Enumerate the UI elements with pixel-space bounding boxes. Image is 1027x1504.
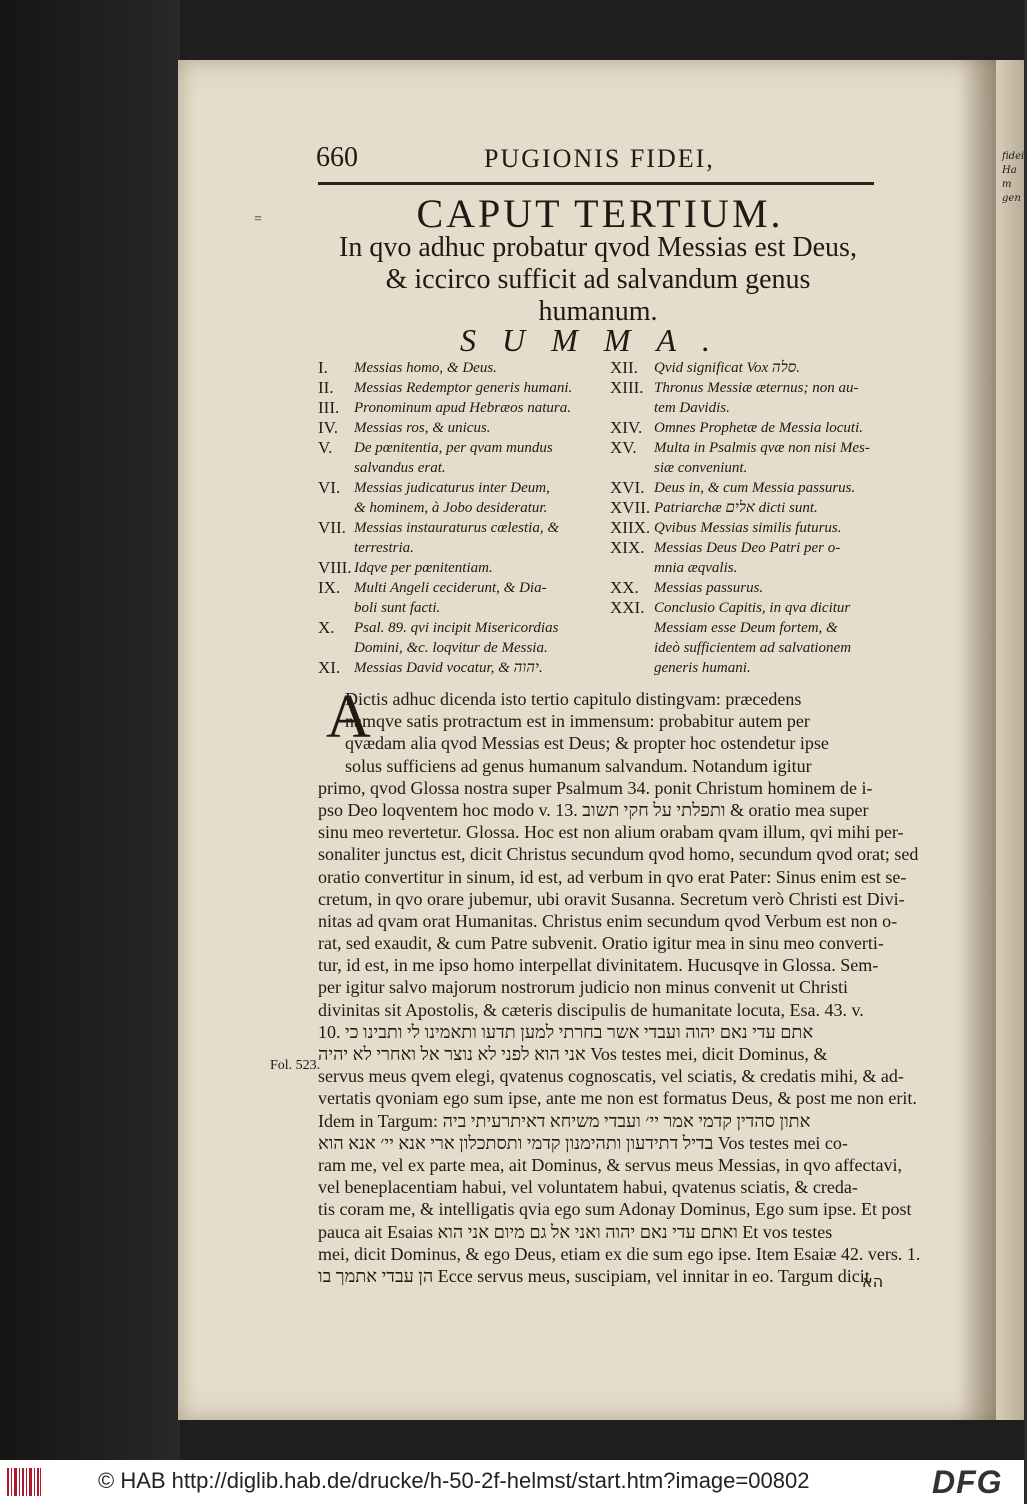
- body-line: ram me, vel ex parte mea, ait Dominus, & servus meus Messias, in qvo affectavi,: [318, 1154, 903, 1175]
- body-line: sinu meo revertetur. Glossa. Hoc est non alium orabam qvam illum, qvi mihi per-: [318, 822, 904, 843]
- summary-item: [610, 418, 882, 438]
- summary-item-text: Omnes Prophetæ de Messia locuti.: [654, 420, 863, 436]
- summary-item-text: Deus in, & cum Messia passurus.: [654, 480, 856, 496]
- summary-item-number: XIX.: [610, 538, 645, 557]
- summary-item-text: salvandus erat.: [354, 460, 446, 476]
- summary-item: [610, 538, 882, 578]
- chapter-heading: [318, 232, 878, 328]
- summary-item: [610, 438, 882, 478]
- summary-item: [318, 558, 608, 578]
- summary-item-text: Pronominum apud Hebræos natura.: [354, 400, 571, 416]
- summary-item-text: Patriarchæ אלים dicti sunt.: [654, 500, 818, 516]
- heading-line: humanum.: [538, 296, 658, 327]
- summary-item: [318, 658, 608, 678]
- summary-item-number: III.: [318, 398, 340, 417]
- summary-item-number: XVII.: [610, 498, 651, 517]
- summary-item: [318, 378, 608, 398]
- body-line: solus sufficiens ad genus humanum salvandum. Notandum igitur: [318, 755, 812, 776]
- summary-item: [610, 478, 882, 498]
- catchword: הא: [862, 1272, 884, 1291]
- summary-item-number: XV.: [610, 438, 637, 457]
- summary-item-text: terrestria.: [354, 540, 414, 556]
- summary-item: [318, 578, 608, 618]
- body-line: mei, dicit Dominus, & ego Deus, etiam ex die sum ego ipse. Item Esaiæ 42. vers. 1.: [318, 1243, 921, 1264]
- summary-item-number: V.: [318, 438, 333, 457]
- summary-item: [610, 358, 882, 378]
- summary-item-number: VI.: [318, 478, 341, 497]
- body-line: Dictis adhuc dicenda isto tertio capitulo distingvam: præcedens: [318, 689, 802, 709]
- summary-item-text: boli sunt facti.: [354, 600, 441, 616]
- summary-item-number: XIII.: [610, 378, 644, 397]
- summary-item: [610, 518, 882, 538]
- body-line: cretum, in qvo orare jubemur, ubi oravit Susanna. Secretum verò Christi est Divi-: [318, 888, 905, 909]
- summary-item-text: Domini, &c. loqvitur de Messia.: [354, 640, 548, 656]
- summary-item-text: Qvid significat Vox סלה.: [654, 360, 800, 376]
- summary-item-text: Messias Redemptor generis humani.: [354, 380, 573, 396]
- page-number: 660: [316, 142, 358, 173]
- summary-item-number: XVI.: [610, 478, 645, 497]
- summary-item: [610, 498, 882, 518]
- summary-item-text: & hominem, à Jobo desideratur.: [354, 500, 548, 516]
- summary-left-column: [318, 358, 608, 678]
- body-line: בדיל דתידעון ותהימנון קדמי ותסתכלון ארי אנא יי׳ אנא הוא Vos testes mei co-: [318, 1132, 848, 1153]
- summary-item-text: Conclusio Capitis, in qva dicitur: [654, 600, 851, 616]
- body-line: oratio convertitur in sinum, id est, ad verbum in qvo erat Pater: Sinus enim est se-: [318, 866, 907, 887]
- summary-item-number: XXI.: [610, 598, 645, 617]
- heading-line: & iccirco sufficit ad salvandum genus: [385, 264, 811, 295]
- summary-item-number: IX.: [318, 578, 341, 597]
- body-line: אני הוא לפני לא נוצר אל ואחרי לא יהיה Vos testes mei, dicit Dominus, &: [318, 1044, 828, 1064]
- heading-line: In qvo adhuc probatur qvod Messias est Deus,: [339, 232, 857, 263]
- body-line: qvædam alia qvod Messias est Deus; & propter hoc ostendetur ipse: [318, 733, 829, 754]
- summary-item-number: VII.: [318, 518, 346, 537]
- summary-item-number: VIII.: [318, 558, 352, 577]
- summary-item: [610, 378, 882, 418]
- body-line: namqve satis protractum est in immensum: probabitur autem per: [318, 711, 810, 732]
- body-line: rat, sed exaudit, & cum Patre subvenit. Oratio igitur mea in sinu meo converti-: [318, 933, 884, 954]
- summary-item: [610, 598, 882, 678]
- summary-item-text: Messias Deus Deo Patri per o-: [654, 540, 841, 556]
- summary-item-text: siæ conveniunt.: [654, 460, 748, 476]
- body-text: [318, 688, 921, 1287]
- summary-item-number: X.: [318, 618, 335, 637]
- summary-item-text: Messiam esse Deum fortem, &: [654, 620, 838, 636]
- summary-item: [318, 358, 608, 378]
- footer-bar: [0, 1460, 1024, 1504]
- body-line: per igitur salvo majorum nostrorum judicio non minus convenit ut Christi: [318, 977, 848, 998]
- summary-item: [318, 418, 608, 438]
- chapter-title: CAPUT TERTIUM.: [416, 191, 784, 236]
- body-line: vel beneplacentiam habui, vel voluntatem habui, qvatenus sciatis, & creda-: [318, 1177, 858, 1198]
- body-line: servus meus qvem elegi, qvatenus cognoscatis, vel sciatis, & credatis mihi, & ad-: [318, 1066, 904, 1087]
- dfg-logo: DFG: [932, 1464, 1003, 1500]
- body-line: tis coram me, & intelligatis qvia ego sum Adonay Dominus, Ego sum ipse. Et post: [318, 1199, 912, 1220]
- summary-item-text: ideò sufficientem ad salvationem: [654, 640, 852, 656]
- body-line: Idem in Targum: אתון סהדין קדמי אמר יי׳ ועבדי משיחא דאיתרעיתי ביה: [318, 1110, 811, 1131]
- body-line: nitas ad qvam orat Humanitas. Christus enim secundum qvod Verbum est non o-: [318, 910, 898, 931]
- body-line: 10. אתם עדי נאם יהוה ועבדי אשר בחרתי למען תדעו ותאמינו לי ותבינו כי: [318, 1021, 814, 1042]
- summary-item-text: Qvibus Messias similis futurus.: [654, 520, 842, 536]
- body-line: pso Deo loqventem hoc modo v. 13. ותפלתי על חקי תשוב & oratio mea super: [318, 799, 869, 820]
- summary-item-number: XIIX.: [610, 518, 651, 537]
- footer-url[interactable]: © HAB http://diglib.hab.de/drucke/h-50-2f-helmst/start.htm?image=00802: [98, 1468, 810, 1493]
- facing-page-edge: [996, 60, 1027, 1420]
- running-title: PUGIONIS FIDEI,: [484, 144, 715, 173]
- body-line: pauca ait Esaias ואתם עדי נאם יהוה ואני אל גם מיום אני הוא Et vos testes: [318, 1221, 833, 1242]
- facing-page-text: fidei, Ha m gen: [1002, 151, 1027, 204]
- summary-item-text: Messias David vocatur, & יהוה.: [354, 660, 543, 676]
- drop-cap: A: [326, 683, 371, 751]
- body-line: vertatis qvoniam ego sum ipse, ante me non est formatus Deus, & post me non erit.: [318, 1088, 917, 1109]
- summary-item-text: generis humani.: [654, 660, 751, 676]
- body-line: divinitas sit Apostolis, & cæteris discipulis de humanitate locuta, Esa. 43. v.: [318, 999, 864, 1020]
- running-head: [316, 142, 876, 182]
- barcode-icon: [6, 1466, 42, 1498]
- summary-item-number: XI.: [318, 658, 341, 677]
- summary-item-text: Messias ros, & unicus.: [354, 420, 491, 436]
- summary-item-text: tem Davidis.: [654, 400, 730, 416]
- summary-item-text: Psal. 89. qvi incipit Misericordias: [354, 620, 559, 636]
- body-line: primo, qvod Glossa nostra super Psalmum 34. ponit Christum hominem de i-: [318, 777, 873, 798]
- summary-item-number: XII.: [610, 358, 638, 377]
- body-line: הן עבדי אתמך בו Ecce servus meus, suscipiam, vel innitar in eo. Targum dicit: [318, 1265, 870, 1286]
- summary-item: [318, 438, 608, 478]
- summary-item-text: Messias passurus.: [654, 580, 764, 596]
- margin-folio-note: Fol. 523.: [270, 1058, 321, 1073]
- summary-item: [318, 518, 608, 558]
- body-line: tur, id est, in me ipso homo interpellat divinitatem. Hucusqve in Glossa. Sem-: [318, 955, 879, 976]
- summary-item-text: Multa in Psalmis qvæ non nisi Mes-: [654, 440, 870, 456]
- summary-item-number: II.: [318, 378, 334, 397]
- margin-mark: =: [254, 212, 262, 227]
- summary-item: [318, 398, 608, 418]
- summary-item-text: De pœnitentia, per qvam mundus: [354, 440, 553, 456]
- summary-item: [318, 618, 608, 658]
- summary-item-number: I.: [318, 358, 328, 377]
- summary-right-column: [610, 358, 882, 678]
- summary-item-text: Thronus Messiæ æternus; non au-: [654, 380, 859, 396]
- body-line: sonaliter junctus est, dicit Christus secundum qvod homo, secundum qvod orat; sed: [318, 844, 919, 865]
- summa-title: SUMMA.: [460, 322, 736, 358]
- summary-item-number: IV.: [318, 418, 338, 437]
- summary-item-text: Messias judicaturus inter Deum,: [354, 480, 550, 496]
- summary-item-number: XIV.: [610, 418, 643, 437]
- summary-item-number: XX.: [610, 578, 639, 597]
- summary-item-text: mnia æqvalis.: [654, 560, 738, 576]
- summary-item-text: Messias homo, & Deus.: [354, 360, 497, 376]
- summary-item: [318, 478, 608, 518]
- summary-item-text: Messias instauraturus cœlestia, &: [354, 520, 560, 536]
- scan-shadow: [0, 0, 180, 1460]
- summary-item-text: Multi Angeli ceciderunt, & Dia-: [354, 580, 547, 596]
- summary-item-text: Idqve per pœnitentiam.: [354, 560, 493, 576]
- header-rule: [318, 182, 874, 185]
- summary-item: [610, 578, 882, 598]
